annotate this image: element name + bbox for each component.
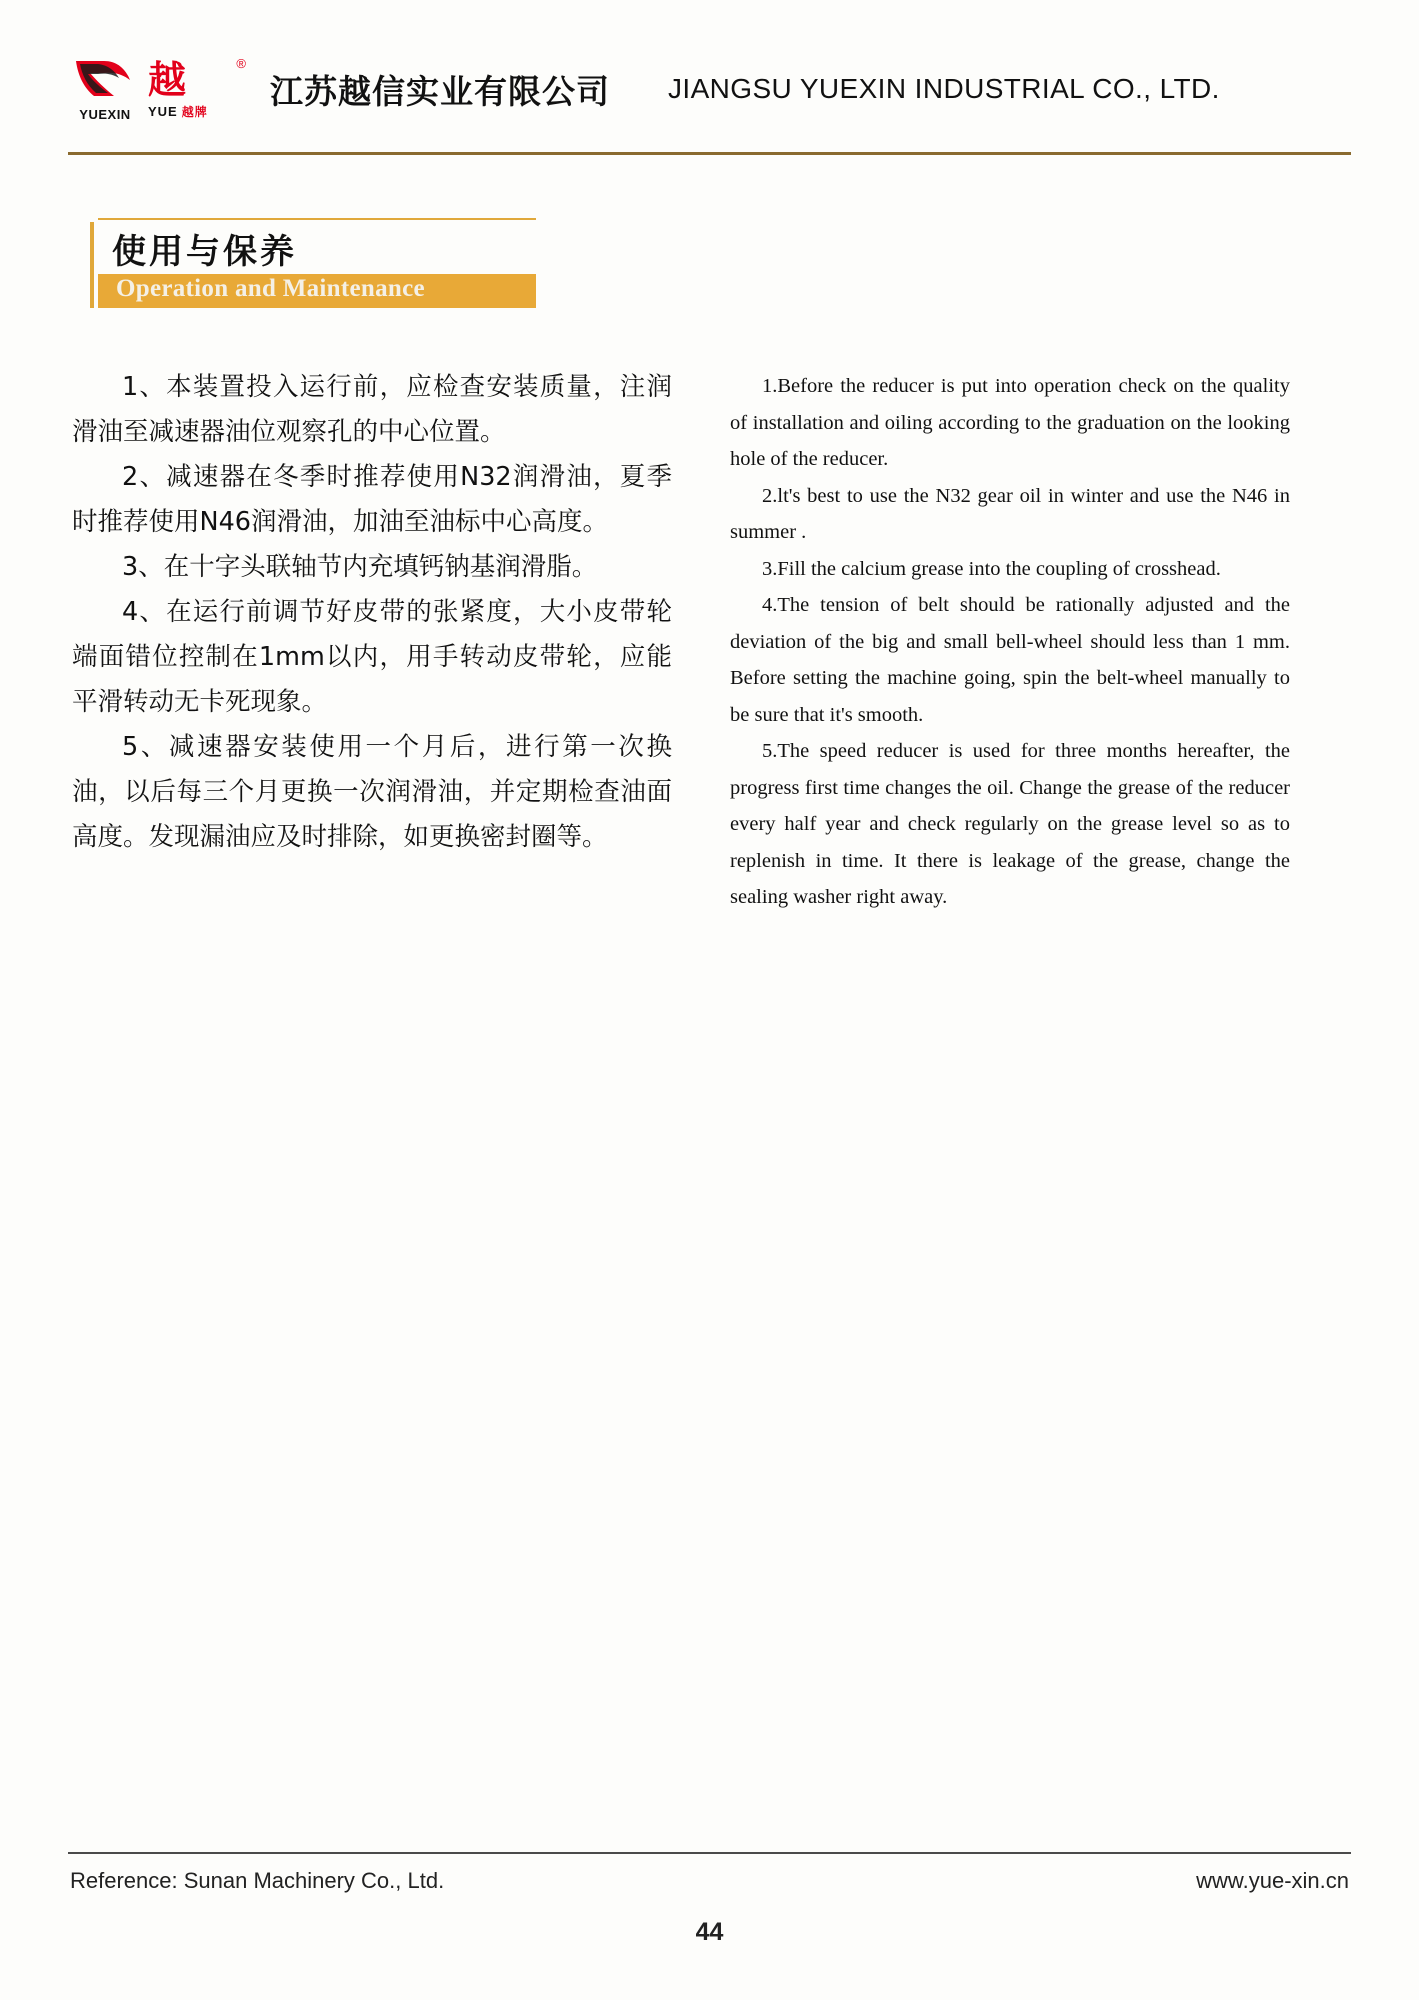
company-name-cn: 江苏越信实业有限公司 (270, 71, 610, 111)
page-header (68, 48, 1351, 130)
english-text-column (730, 368, 1290, 916)
chinese-text-column (72, 365, 672, 860)
en-paragraph-1: 1.Before the reducer is put into operation check on the quality of installation and oiling according to the graduation on the looking hole of the reducer. (730, 375, 1290, 470)
cn-paragraph-1: 1、本装置投入运行前，应检查安装质量，注润滑油至减速器油位观察孔的中心位置。 (72, 372, 672, 447)
swoosh-icon (74, 58, 136, 100)
cn-paragraph-3: 3、在十字头联轴节内充填钙钠基润滑脂。 (122, 552, 598, 582)
page-number: 44 (695, 1918, 724, 1946)
logo-sub-cn: 越牌 (181, 105, 208, 119)
heading-left-bar (90, 222, 94, 308)
company-logo-mark (68, 56, 142, 122)
cn-paragraph-5: 5、减速器安装使用一个月后，进行第一次换油，以后每三个月更换一次润滑油，并定期检查油面高度。发现漏油应及时排除，如更换密封圈等。 (72, 732, 672, 852)
cn-paragraph-2: 2、减速器在冬季时推荐使用N32润滑油，夏季时推荐使用N46润滑油，加油至油标中心高度。 (72, 462, 672, 537)
footer-divider (68, 1852, 1351, 1854)
en-paragraph-3: 3.Fill the calcium grease into the coupling of crosshead. (762, 557, 1221, 580)
logo-sub-en: YUE (148, 104, 178, 119)
en-paragraph-2: 2.lt's best to use the N32 gear oil in winter and use the N46 in summer . (730, 484, 1290, 543)
logo-sub-text (148, 103, 244, 120)
footer-website: www.yue-xin.cn (1196, 1868, 1349, 1893)
registered-trademark-icon: ® (236, 56, 246, 71)
en-paragraph-5: 5.The speed reducer is used for three months hereafter, the progress first time changes the oil. Change the grease of the reducer every half year and check regularly on the grease level so as to replenish in time. It there is leakage of the grease, change the sealing washer right away. (730, 740, 1290, 908)
logo-brand-text: YUEXIN (79, 107, 131, 122)
header-divider (68, 152, 1351, 155)
cn-paragraph-4: 4、在运行前调节好皮带的张紧度，大小皮带轮端面错位控制在1mm以内，用手转动皮带轮，应能平滑转动无卡死现象。 (72, 597, 672, 717)
en-paragraph-4: 4.The tension of belt should be rationally adjusted and the deviation of the big and small bell-wheel should less than 1 mm. Before setting the machine going, spin the belt-wheel manually to be sure that it's smooth. (730, 594, 1290, 726)
company-name-en: JIANGSU YUEXIN INDUSTRIAL CO., LTD. (668, 73, 1220, 104)
heading-top-rule (98, 218, 536, 220)
footer-reference: Reference: Sunan Machinery Co., Ltd. (70, 1868, 445, 1893)
logo-cn-glyph: 越 (148, 58, 185, 102)
heading-title-cn: 使用与保养 (112, 232, 297, 272)
company-logo-cn (148, 58, 244, 120)
heading-title-en: Operation and Maintenance (116, 275, 425, 302)
